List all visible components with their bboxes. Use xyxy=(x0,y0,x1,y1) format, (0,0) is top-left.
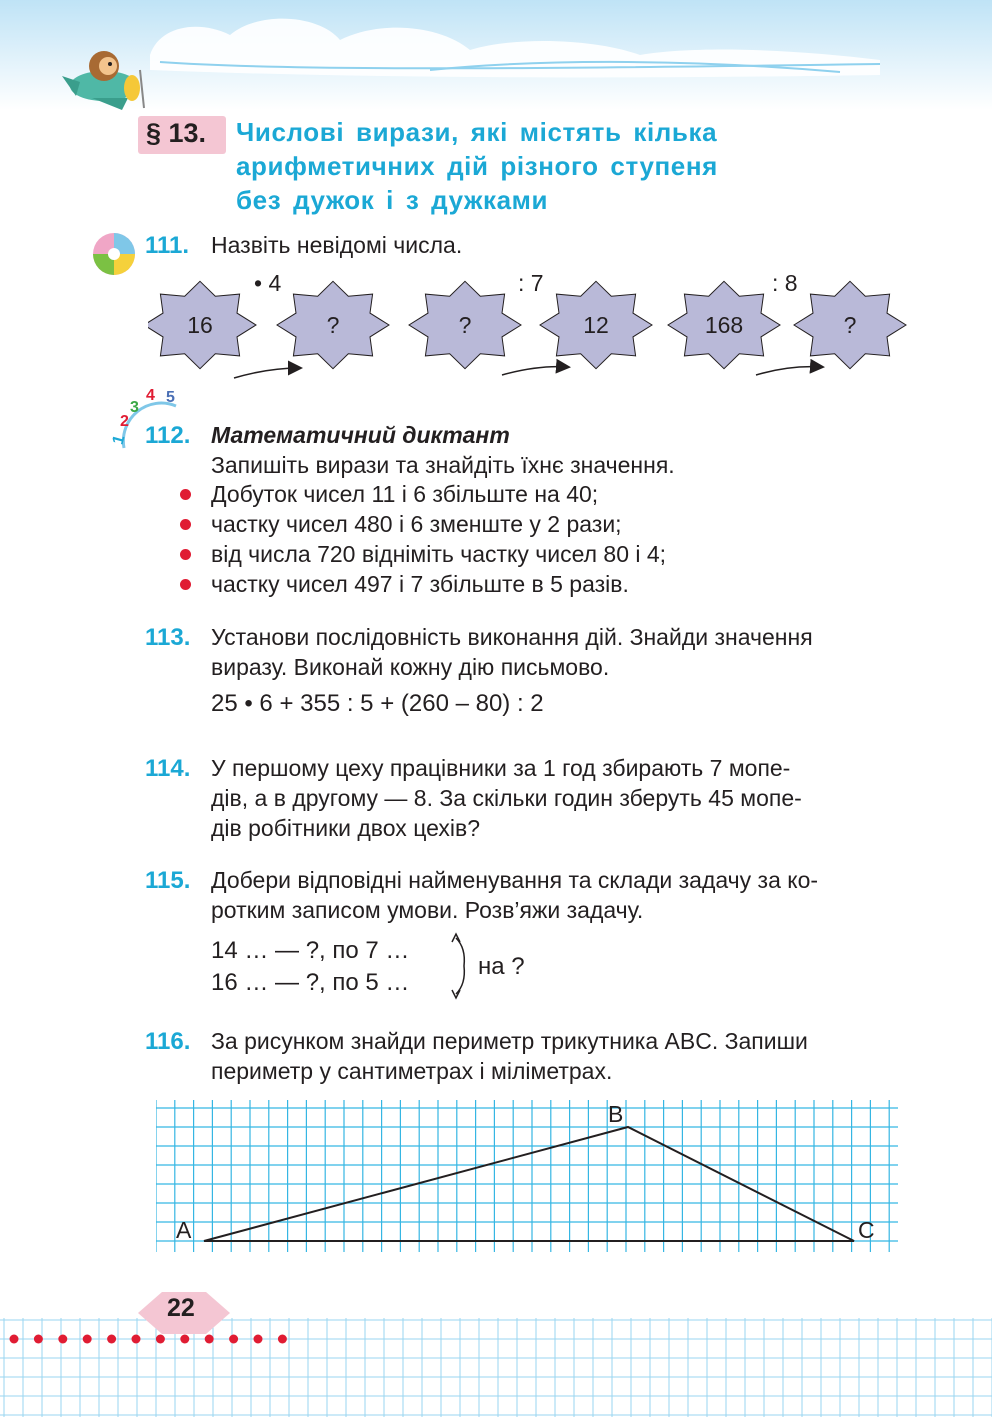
digit-5: 5 xyxy=(166,389,175,406)
digit-4: 4 xyxy=(146,387,155,404)
section-number: § 13. xyxy=(146,118,207,148)
exercise-text: Добери відповідні найменування та склади задачу за ко- xyxy=(211,867,819,893)
list-item: Добуток чисел 11 і 6 збільште на 40; xyxy=(211,481,599,507)
exercise-text: За рисунком знайди периметр трикутника ABC. Запиши xyxy=(211,1028,808,1054)
short-record-line: 16 … — ?, по 5 … xyxy=(211,969,410,996)
exercise-text: Установи послідовність виконання дій. Знайди значення xyxy=(211,624,813,650)
exercise-text: периметр у сантиметрах і міліметрах. xyxy=(211,1058,613,1084)
exercise-number: 113. xyxy=(145,624,191,651)
star-value: ? xyxy=(326,312,340,338)
digit-2: 2 xyxy=(120,413,129,430)
list-item: частку чисел 497 і 7 збільште в 5 разів. xyxy=(211,571,629,597)
math-expression: 25 • 6 + 355 : 5 + (260 – 80) : 2 xyxy=(211,690,544,717)
exercise-number: 111. xyxy=(145,232,190,259)
puzzle-icon xyxy=(90,230,138,278)
bullet-icon xyxy=(180,579,191,590)
exercise-text: У першому цеху працівники за 1 год збирають 7 мопе- xyxy=(211,755,791,781)
star-value: 16 xyxy=(187,312,213,338)
bullet-icon xyxy=(180,489,191,500)
bullet-icon xyxy=(180,549,191,560)
exercise-number: 114. xyxy=(145,755,191,782)
list-item: від числа 720 відніміть частку чисел 80 і 4; xyxy=(211,541,667,567)
arrow-icon xyxy=(234,368,300,378)
grid-lines xyxy=(156,1100,898,1252)
number-chain xyxy=(148,280,918,380)
list-item: частку чисел 480 і 6 зменште у 2 рази; xyxy=(211,511,622,537)
section-title-line: без дужок і з дужками xyxy=(236,185,549,215)
exercise-number: 112. xyxy=(145,422,191,449)
decorative-dot xyxy=(107,1335,116,1344)
exercise-text: ротким записом умови. Розв’яжи задачу. xyxy=(211,897,644,923)
arrow-icon xyxy=(756,367,822,375)
star-value: ? xyxy=(458,312,472,338)
section-title xyxy=(236,115,718,217)
operation-label: : 7 xyxy=(518,270,544,296)
digit-3: 3 xyxy=(130,399,139,416)
vertex-a-label: A xyxy=(176,1217,192,1243)
vertex-b-label: B xyxy=(608,1101,624,1127)
decorative-dot xyxy=(254,1335,263,1344)
digit-1: 1 xyxy=(109,433,129,447)
decorative-dot xyxy=(10,1335,19,1344)
brace-label: на ? xyxy=(478,953,525,980)
exercise-number: 116. xyxy=(145,1028,191,1055)
exercise-text: дів, а в другому — 8. За скільки годин зберуть 45 мопе- xyxy=(211,785,802,811)
star-value: 12 xyxy=(583,312,609,338)
operation-label: : 8 xyxy=(772,270,798,296)
decorative-dot xyxy=(278,1335,287,1344)
brace-arrows-icon xyxy=(450,932,474,1000)
exercise-text: дів робітники двох цехів? xyxy=(211,815,481,841)
star-value: ? xyxy=(843,312,857,338)
bullet-icon xyxy=(180,519,191,530)
operation-label: • 4 xyxy=(254,270,282,296)
exercise-text: виразу. Виконай кожну дію письмово. xyxy=(211,654,610,680)
section-title-line: арифметичних дій різного ступеня xyxy=(236,151,718,181)
exercise-text: Запишіть вирази та знайдіть їхнє значення. xyxy=(211,452,675,478)
vertex-c-label: C xyxy=(858,1217,875,1243)
exercise-title: Математичний диктант xyxy=(211,422,510,448)
triangle-grid-figure xyxy=(156,1100,898,1252)
star-value: 168 xyxy=(704,312,744,338)
short-record-line: 14 … — ?, по 7 … xyxy=(211,937,410,964)
exercise-text: Назвіть невідомі числа. xyxy=(211,232,463,258)
star-shapes xyxy=(148,281,906,368)
airplane-mascot-icon xyxy=(52,38,152,113)
decorative-dot xyxy=(34,1335,43,1344)
decorative-dot xyxy=(58,1335,67,1344)
section-title-line: Числові вирази, які містять кілька xyxy=(236,117,718,147)
decorative-dot xyxy=(83,1335,92,1344)
exercise-number: 115. xyxy=(145,867,191,894)
page-number: 22 xyxy=(167,1294,195,1322)
arrow-icon xyxy=(502,367,568,375)
